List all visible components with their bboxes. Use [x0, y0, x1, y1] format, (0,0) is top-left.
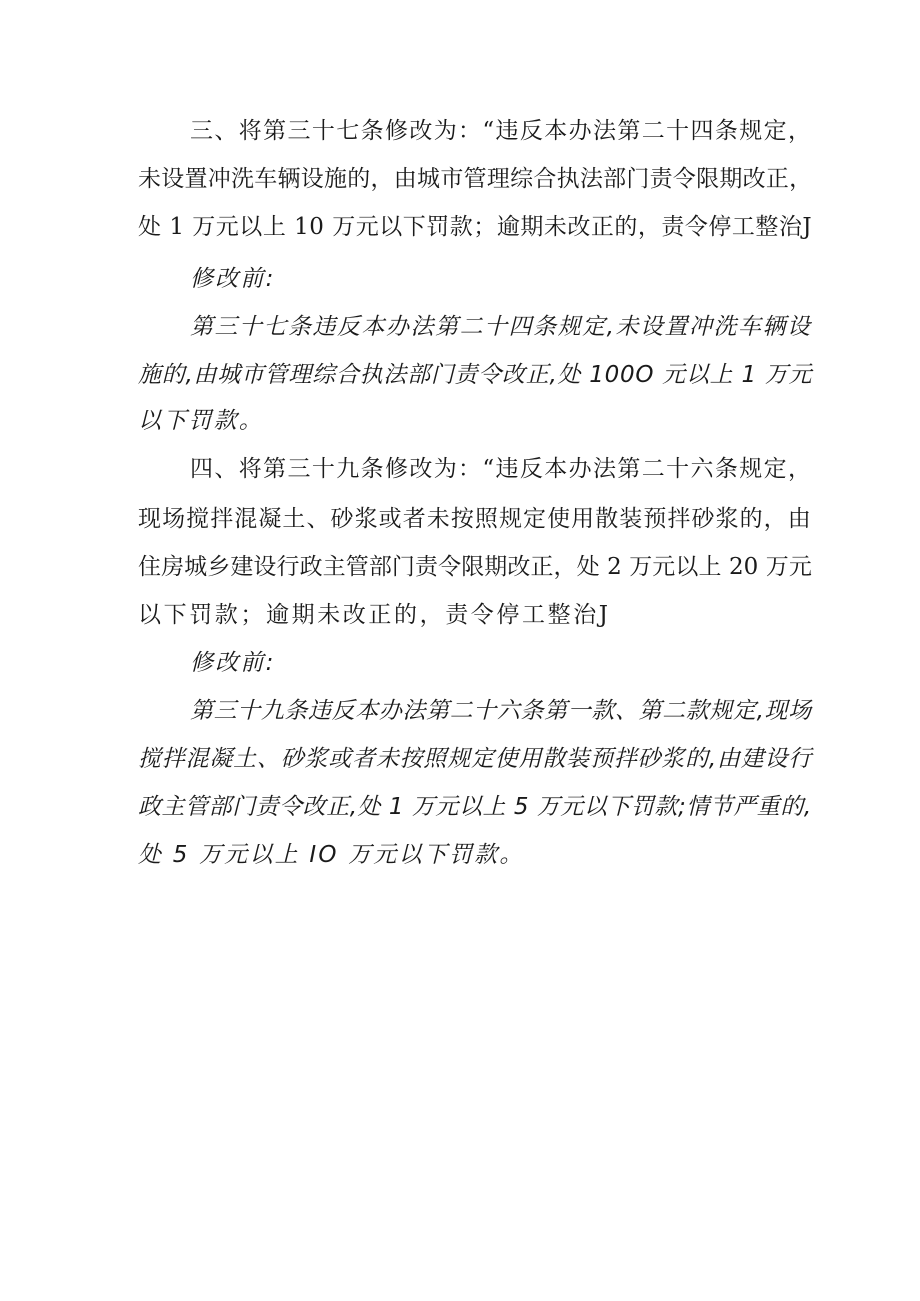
- before-3-line-3: 以下罚款。: [138, 408, 264, 434]
- amendment-4-line-2: 现场搅拌混凝土、砂浆或者未按照规定使用散装预拌砂浆的，由: [138, 506, 812, 532]
- before-label-4: 修改前:: [190, 650, 276, 676]
- before-label-3: 修改前:: [190, 266, 276, 292]
- before-4-line-4: 处 5 万元以上 IO 万元以下罚款。: [138, 842, 525, 868]
- amendment-3-line-1: 三、将第三十七条修改为：“违反本办法第二十四条规定，: [190, 118, 813, 144]
- amendment-3-line-3: 处 1 万元以上 10 万元以下罚款；逾期未改正的，责令停工整治J: [138, 214, 813, 240]
- amendment-3-line-2: 未设置冲洗车辆设施的，由城市管理综合执法部门责令限期改正，: [138, 166, 813, 192]
- amendment-4-line-4: 以下罚款；逾期未改正的，责令停工整治J: [138, 602, 611, 628]
- before-4-line-3: 政主管部门责令改正,处 1 万元以上 5 万元以下罚款;情节严重的,: [138, 794, 812, 820]
- before-3-line-1: 第三十七条违反本办法第二十四条规定,未设置冲洗车辆设: [190, 314, 812, 340]
- before-3-line-2: 施的,由城市管理综合执法部门责令改正,处 100O 元以上 1 万元: [138, 362, 813, 388]
- amendment-4-line-1: 四、将第三十九条修改为：“违反本办法第二十六条规定，: [190, 456, 813, 482]
- before-4-line-1: 第三十九条违反本办法第二十六条第一款、第二款规定,现场: [190, 698, 812, 724]
- before-4-line-2: 搅拌混凝土、砂浆或者未按照规定使用散装预拌砂浆的,由建设行: [138, 746, 813, 772]
- amendment-4-line-3: 住房城乡建设行政主管部门责令限期改正，处 2 万元以上 20 万元: [138, 554, 812, 580]
